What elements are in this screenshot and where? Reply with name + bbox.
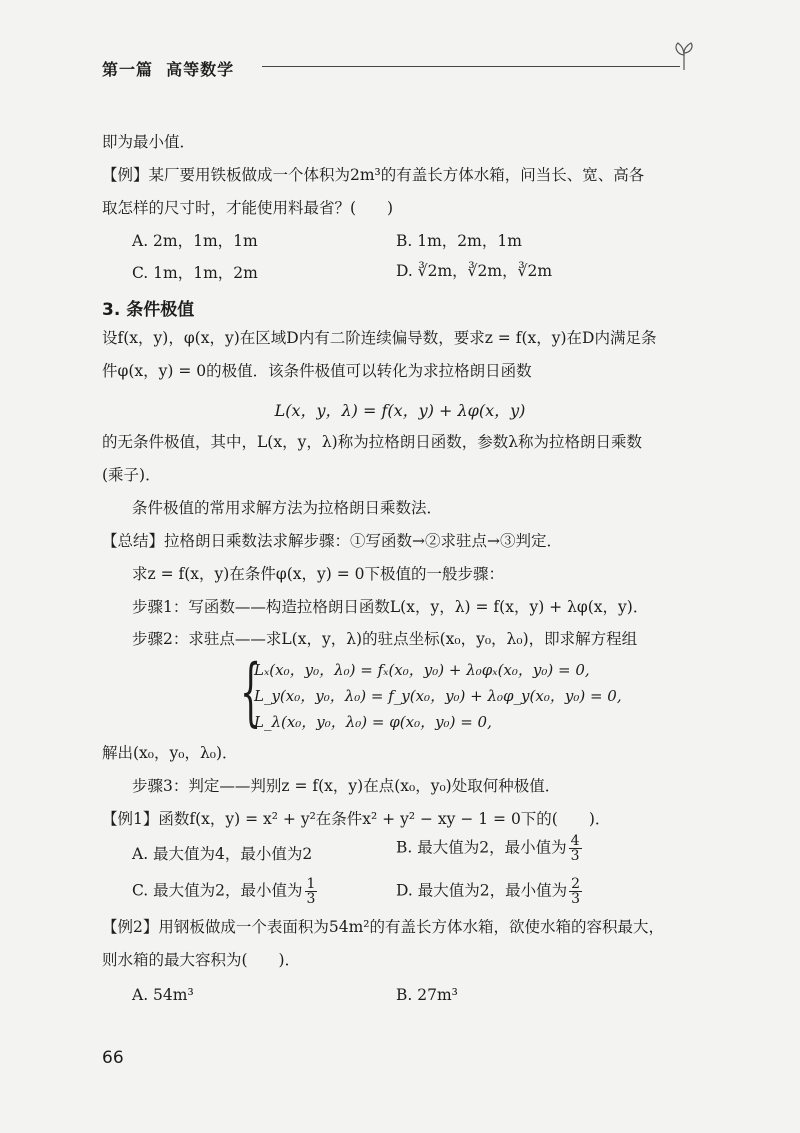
paragraph-line: 的无条件极值，其中，L(x，y，λ)称为拉格朗日函数，参数λ称为拉格朗日乘数 [102,433,643,451]
running-header [102,57,234,80]
option-c [132,877,317,906]
step-1: 步骤1：写函数——构造拉格朗日函数L(x，y，λ) = f(x，y) + λφ(x，y)． [132,598,649,616]
lagrange-formula: L(x，y，λ) = f(x，y) + λφ(x，y) [274,401,526,420]
numerator: 2 [571,876,581,892]
option-d [396,877,582,906]
step-2: 步骤2：求驻点——求L(x，y，λ)的驻点坐标(x₀，y₀，λ₀)，即求解方程组 [132,630,638,648]
step-3: 步骤3：判定——判别z = f(x，y)在点(x₀，y₀)处取何种极值． [132,777,561,795]
paragraph-line: 解出(x₀，y₀，λ₀)． [102,744,238,762]
option-a: A. 2m，1m，1m [132,232,258,250]
paragraph-line: 设f(x，y)，φ(x，y)在区域D内有二阶连续偏导数，要求z = f(x，y)在D内满足条 [102,329,657,347]
left-brace: { [240,649,262,735]
option-b: B. 1m，2m，1m [396,232,522,250]
equation-1: Lₓ(x₀，y₀，λ₀) = fₓ(x₀，y₀) + λ₀φₓ(x₀，y₀) = 0, [254,661,590,679]
example-2-cont: 则水箱的最大容积为( )． [102,951,301,969]
text-line: 即为最小值． [102,133,196,151]
paragraph-line: 求z = f(x，y)在条件φ(x，y) = 0下极值的一般步骤： [132,565,504,583]
example-2: 【例2】用钢板做成一个表面积为54m²的有盖长方体水箱，欲使水箱的容积最大， [102,918,664,936]
denominator: 3 [306,891,316,907]
denominator: 3 [571,891,581,907]
summary-line: 【总结】拉格朗日乘数法求解步骤：①写函数→②求驻点→③判定． [102,532,562,550]
header-rule [262,66,680,67]
option-c-text: C. 最大值为2，最小值为 [132,881,303,900]
denominator: 3 [570,848,580,864]
option-a: A. 54m³ [132,986,194,1004]
option-b: B. 27m³ [396,986,458,1004]
paragraph-line: 件φ(x，y) = 0的极值．该条件极值可以转化为求拉格朗日函数 [102,362,532,380]
sprout-icon [672,40,696,70]
section-heading: 3. 条件极值 [102,300,195,320]
option-a: A. 最大值为4，最小值为2 [132,845,313,863]
fraction [569,877,582,906]
fraction [305,877,318,906]
example-1: 【例1】函数f(x，y) = x² + y²在条件x² + y² − xy − 1 = 0下的( )． [102,810,611,828]
header-title: 高等数学 [166,60,235,79]
option-d-text: D. 最大值为2，最小值为 [396,881,568,900]
header-part: 第一篇 [102,60,154,79]
paragraph-line: 条件极值的常用求解方法为拉格朗日乘数法． [132,499,443,517]
page-number: 66 [102,1048,124,1068]
equation-3: L_λ(x₀，y₀，λ₀) = φ(x₀，y₀) = 0, [254,713,492,731]
option-b [396,834,582,863]
option-d: D. ∛2m，∛2m，∛2m [396,262,553,280]
numerator: 4 [570,833,580,849]
numerator: 1 [306,876,316,892]
equation-2: L_y(x₀，y₀，λ₀) = f_y(x₀，y₀) + λ₀φ_y(x₀，y₀) = 0, [254,687,622,705]
fraction [569,834,582,863]
example-question: 【例】某厂要用铁板做成一个体积为2m³的有盖长方体水箱，问当长、宽、高各 [102,166,645,184]
example-question-cont: 取怎样的尺寸时，才能使用料最省？( ) [102,199,394,217]
option-b-text: B. 最大值为2，最小值为 [396,838,567,857]
paragraph-line: (乘子)． [102,466,161,484]
option-c: C. 1m，1m，2m [132,264,258,282]
